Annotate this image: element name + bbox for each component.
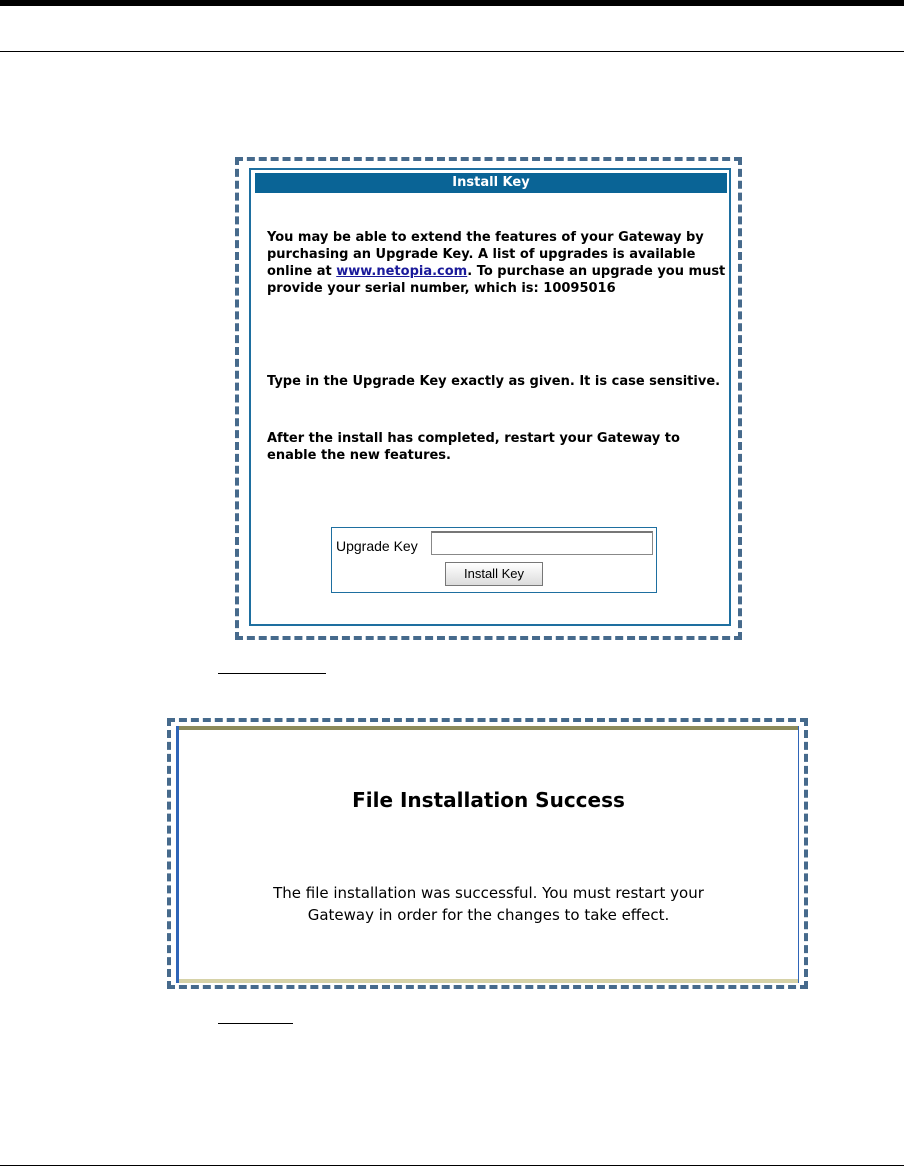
upgrade-key-form [331,527,657,593]
success-message-line-2: Gateway in order for the changes to take effect. [307,906,670,924]
page-header-rule [0,51,904,52]
success-top-bar [179,726,798,730]
netopia-link[interactable]: www.netopia.com [336,264,468,279]
success-bottom-bar [179,979,798,983]
restart-note: After the install has completed, restart your Gateway to enable the new features. [267,431,680,463]
success-message [179,882,798,926]
success-title: File Installation Success [352,788,625,812]
success-message-line-1: The file installation was successful. You must restart your [273,884,704,902]
upgrade-key-input[interactable] [431,531,653,555]
install-key-panel [249,168,731,626]
install-key-button[interactable]: Install Key [445,562,543,586]
installation-success-panel [176,726,799,983]
figure-caption-underline-2 [218,1023,293,1024]
upgrade-key-label: Upgrade Key [336,538,418,554]
page-footer-rule [0,1165,904,1166]
case-sensitive-note: Type in the Upgrade Key exactly as given. It is case sensitive. [267,374,721,389]
intro-text-start: You may be able to extend the features of your Gateway by purchasing an Upgrade Key. A list of upgrades is available online at [267,230,704,279]
figure-caption-underline [218,673,326,674]
intro-text-end: . To purchase an upgrade you must provide your serial number, which is: 10095016 [267,264,726,296]
page-top-rule [0,0,904,6]
install-key-intro [267,229,727,297]
install-key-title: Install Key [255,173,727,193]
